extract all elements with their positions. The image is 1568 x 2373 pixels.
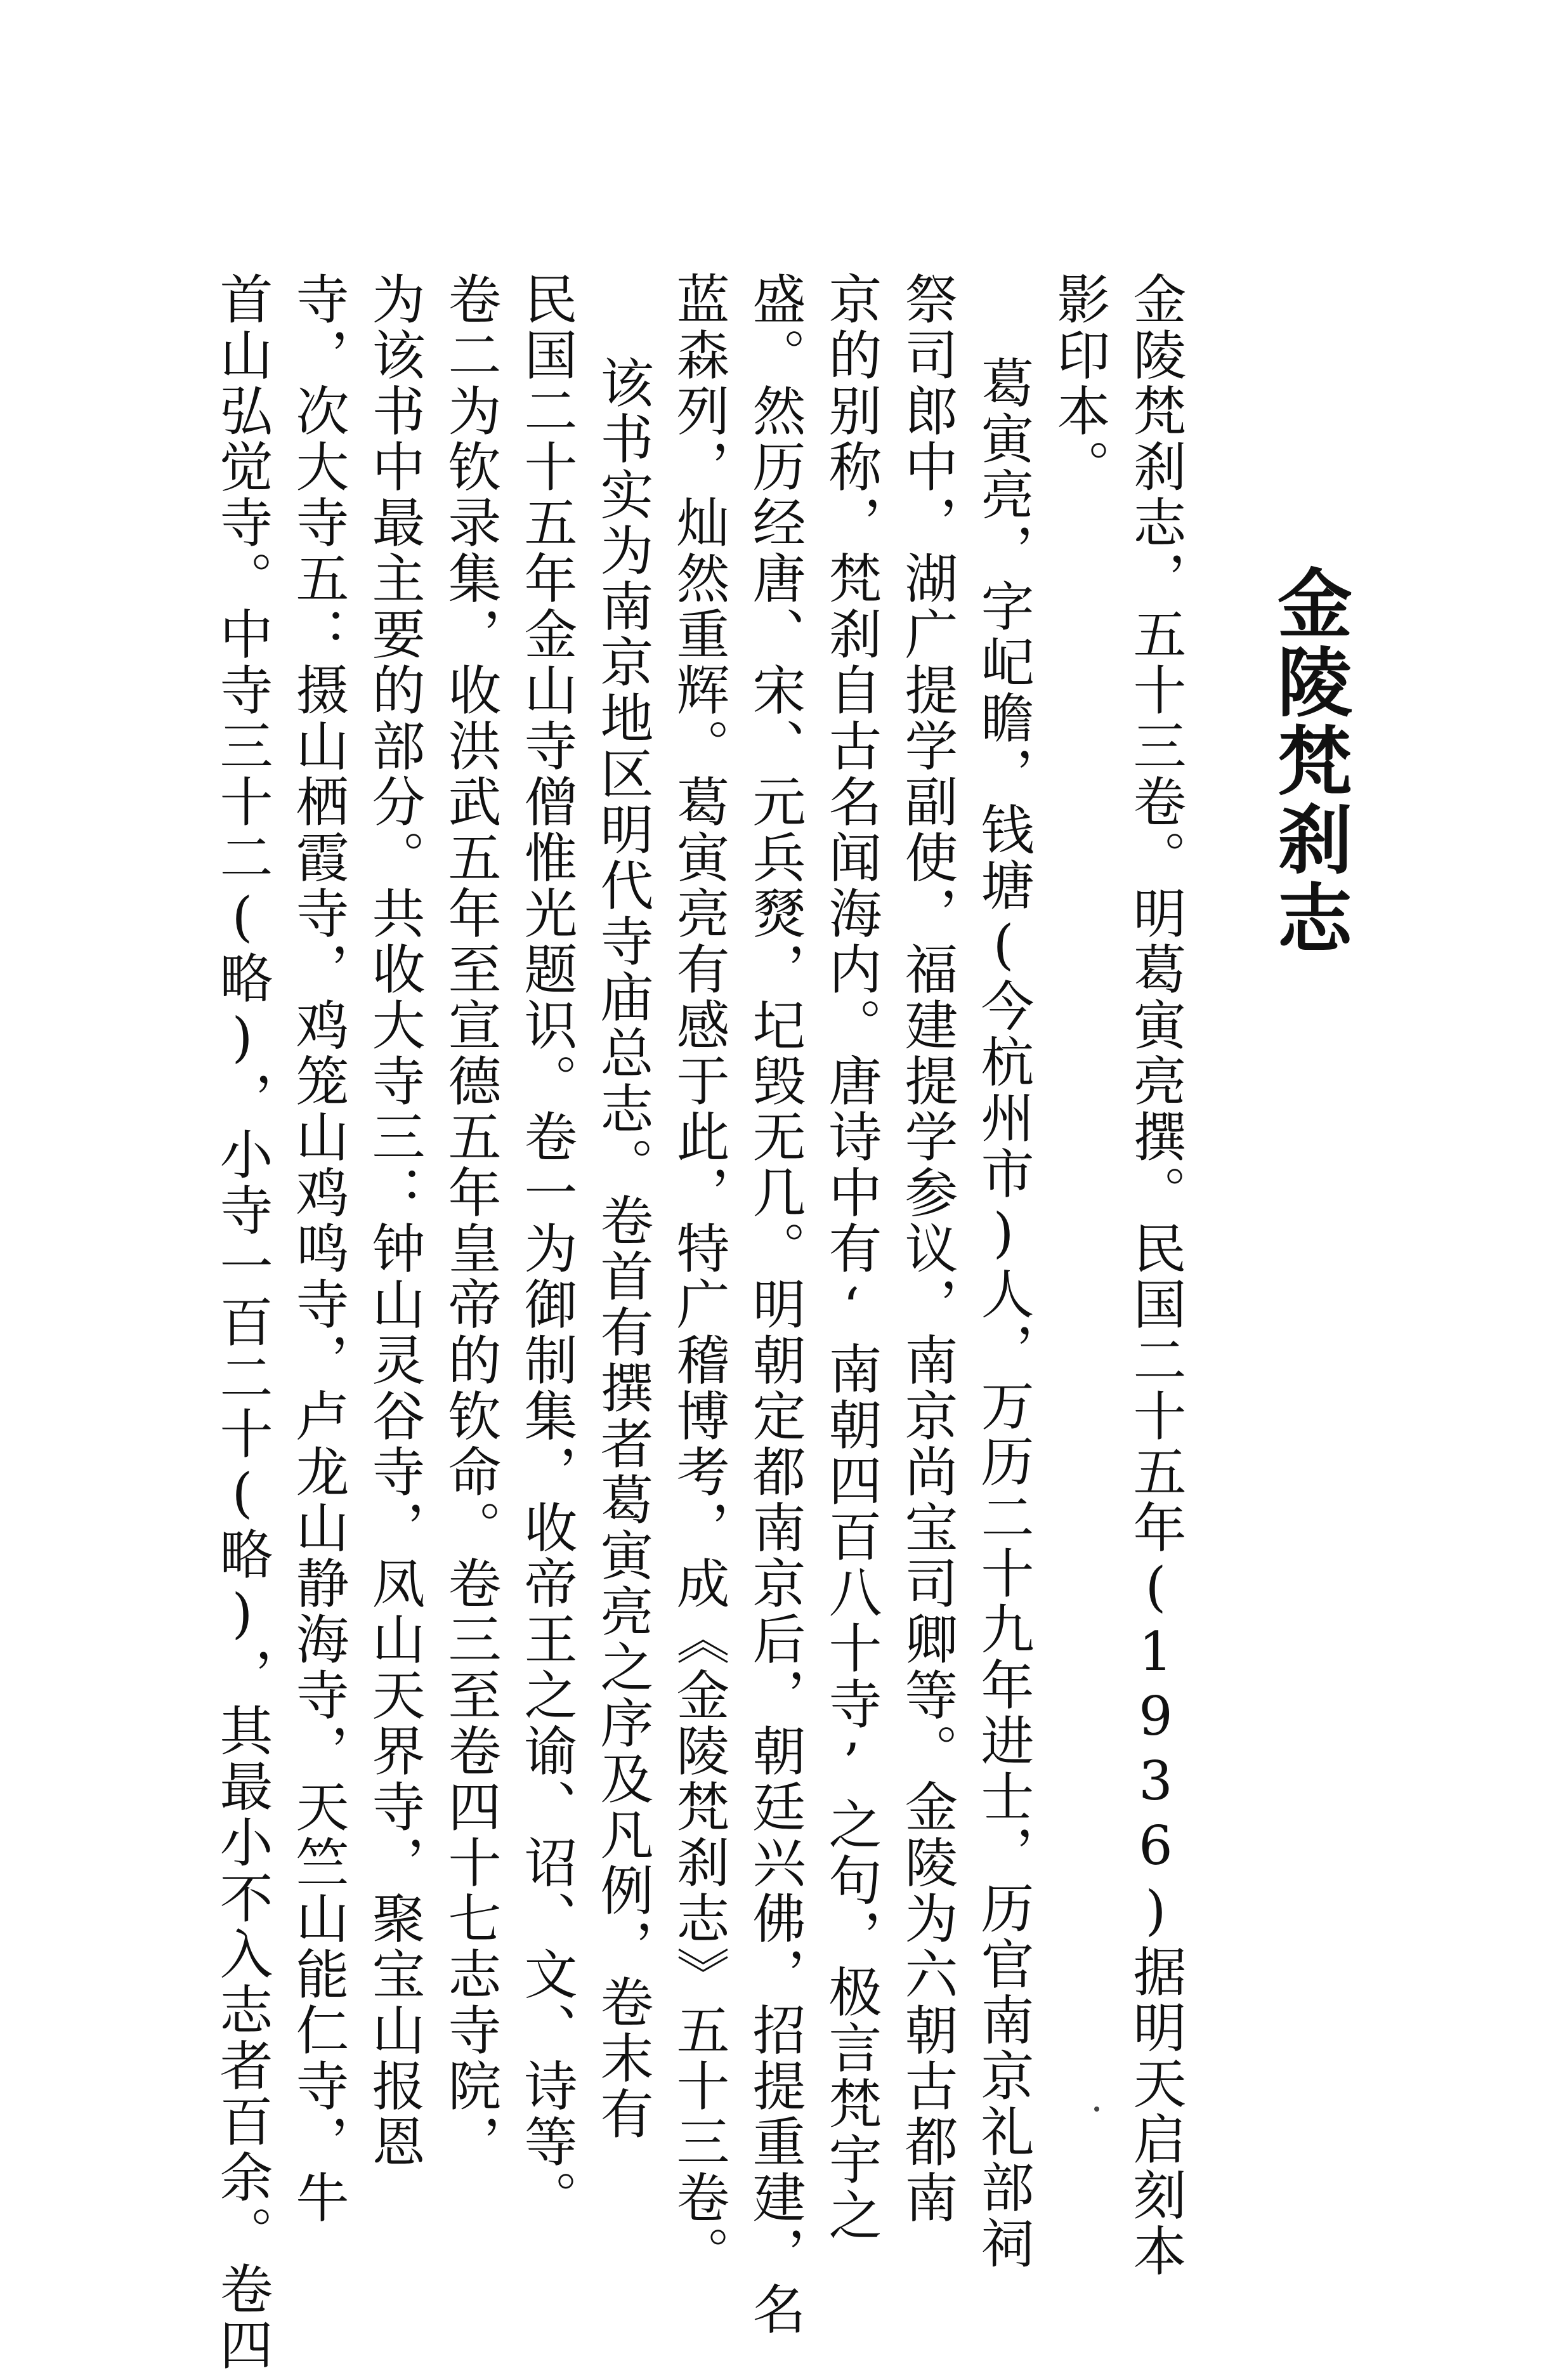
scan-speck: [1094, 2107, 1099, 2112]
page-title: 金陵梵刹志: [1265, 565, 1352, 958]
text-column-11: 为该书中最主要的部分。共收大寺三：钟山灵谷寺，凤山天界寺，聚宝山报恩: [363, 272, 426, 2170]
text-column-10: 卷二为钦录集，收洪武五年至宣德五年皇帝的钦命。卷三至卷四十七志寺院，: [440, 272, 502, 2170]
text-column-13: 首山弘觉寺。中寺三十二(略)，小寺一百二十(略)，其最小不入志者百余。卷四: [211, 272, 273, 2373]
text-column-1: 金陵梵刹志，五十三卷。明葛寅亮撰。民国二十五年(1936)据明天启刻本: [1125, 272, 1187, 2279]
text-column-8: 该书实为南京地区明代寺庙总志。卷首有撰者葛寅亮之序及凡例，卷末有: [592, 355, 654, 2142]
text-column-3: 葛寅亮，字屺瞻，钱塘(今杭州市)人，万历二十九年进士，历官南京礼部祠: [972, 355, 1035, 2271]
text-column-7: 蓝森列，灿然重辉。葛寅亮有感于此，特广稽博考，成《金陵梵刹志》五十三卷。: [668, 272, 730, 2282]
text-column-5: 京的别称，梵刹自古名闻海内。唐诗中有‘南朝四百八十寺’之句，极言梵宇之: [820, 272, 882, 2244]
text-column-12: 寺，次大寺五：摄山栖霞寺，鸡笼山鸡鸣寺，卢龙山静海寺，天竺山能仁寺，牛: [287, 272, 350, 2226]
text-column-9: 民国二十五年金山寺僧惟光题识。卷一为御制集，收帝王之谕、诏、文、诗等。: [516, 272, 578, 2226]
text-column-4: 祭司郎中，湖广提学副使，福建提学参议，南京尚宝司卿等。金陵为六朝古都南: [896, 272, 958, 2226]
text-column-6: 盛。然历经唐、宋、元兵燹，圮毁无几。明朝定都南京后，朝廷兴佛，招提重建，名: [744, 272, 806, 2337]
text-column-2: 影印本。: [1049, 272, 1111, 495]
